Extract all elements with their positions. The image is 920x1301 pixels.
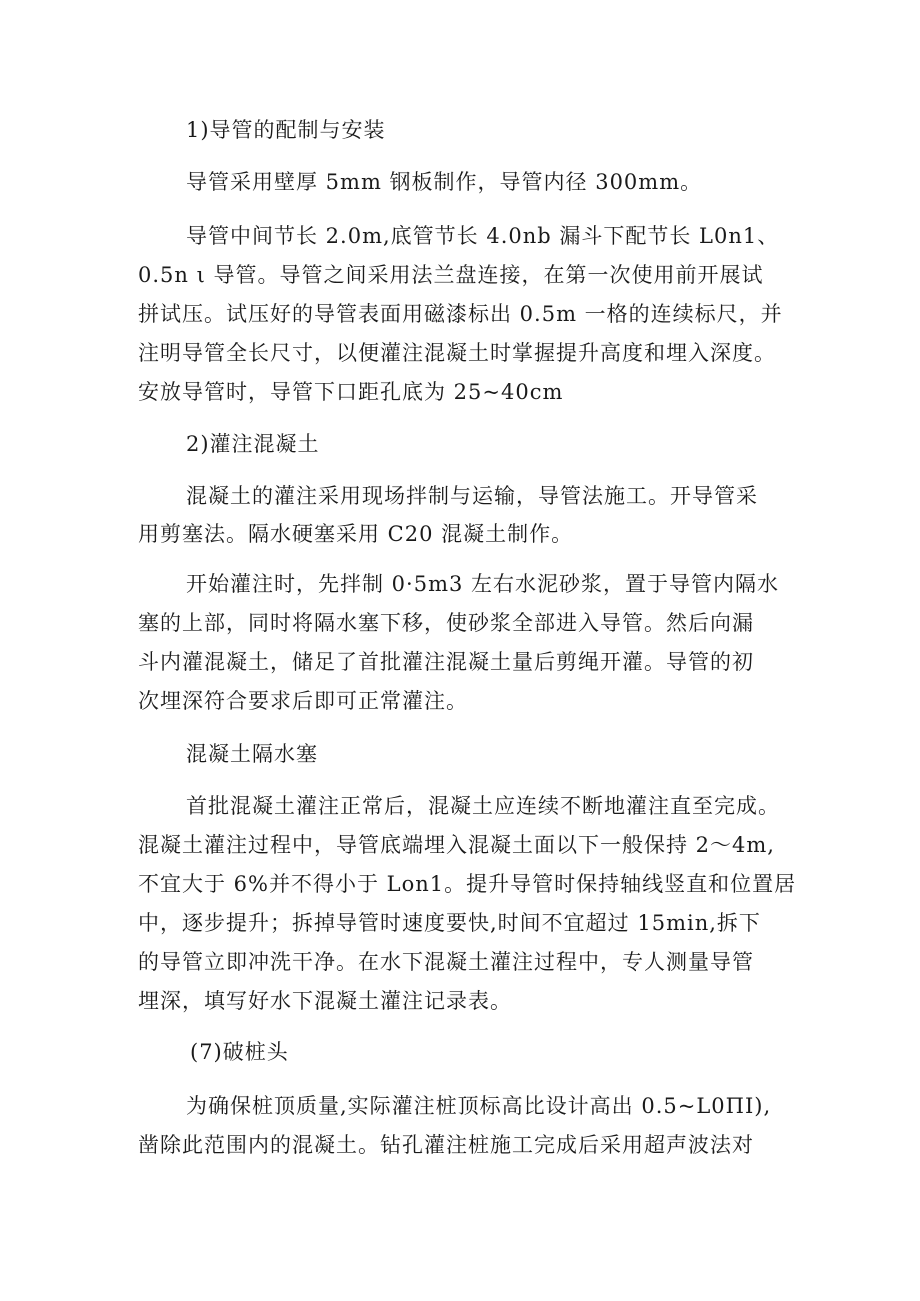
heading-concrete-plug: 混凝土隔水塞	[186, 742, 318, 766]
paragraph-line: 混凝土的灌注采用现场拌制与运输，导管法施工。开导管采	[186, 484, 758, 508]
paragraph-line: 次埋深符合要求后即可正常灌注。	[138, 689, 468, 713]
paragraph-line: 用剪塞法。隔水硬塞采用 C20 混凝土制作。	[138, 522, 574, 546]
paragraph-line: 不宜大于 6%并不得小于 Lon1。提升导管时保持轴线竖直和位置居	[138, 872, 797, 896]
heading-pour-concrete: 2)灌注混凝土	[186, 432, 320, 456]
paragraph-line: 安放导管时，导管下口距孔底为 25~40cm	[138, 380, 564, 404]
paragraph-line: 导管中间节长 2.0m,底管节长 4.0nb 漏斗下配节长 L0n1、	[186, 224, 780, 248]
heading-break-pile-head: (7)破桩头	[190, 1040, 289, 1064]
paragraph-line: 中，逐步提升；拆掉导管时速度要快,时间不宜超过 15min,拆下	[138, 911, 761, 935]
paragraph-line: 为确保桩顶质量,实际灌注桩顶标高比设计高出 0.5~L0ΠI),	[186, 1094, 772, 1118]
paragraph-line: 混凝土灌注过程中，导管底端埋入混凝土面以下一般保持 2～4m,	[138, 833, 775, 857]
paragraph-line: 拼试压。试压好的导管表面用磁漆标出 0.5m 一格的连续标尺，并	[138, 302, 783, 326]
heading-conduit-fabrication: 1)导管的配制与安装	[186, 118, 386, 142]
paragraph-line: 斗内灌混凝土，储足了首批灌注混凝土量后剪绳开灌。导管的初	[138, 650, 754, 674]
paragraph-line: 注明导管全长尺寸，以便灌注混凝土时掌握提升高度和埋入深度。	[138, 341, 776, 365]
paragraph-line: 0.5n ι 导管。导管之间采用法兰盘连接，在第一次使用前开展试	[138, 263, 764, 287]
paragraph-line: 塞的上部，同时将隔水塞下移，使砂浆全部进入导管。然后向漏	[138, 611, 754, 635]
paragraph-line: 凿除此范围内的混凝土。钻孔灌注桩施工完成后采用超声波法对	[138, 1133, 754, 1157]
paragraph-line: 导管采用壁厚 5mm 钢板制作，导管内径 300mm。	[186, 170, 703, 194]
paragraph-line: 埋深，填写好水下混凝土灌注记录表。	[138, 989, 512, 1013]
paragraph-line: 首批混凝土灌注正常后，混凝土应连续不断地灌注直至完成。	[186, 794, 780, 818]
paragraph-line: 开始灌注时，先拌制 0·5m3 左右水泥砂浆，置于导管内隔水	[186, 572, 780, 596]
paragraph-line: 的导管立即冲洗干净。在水下混凝土灌注过程中，专人测量导管	[138, 950, 754, 974]
